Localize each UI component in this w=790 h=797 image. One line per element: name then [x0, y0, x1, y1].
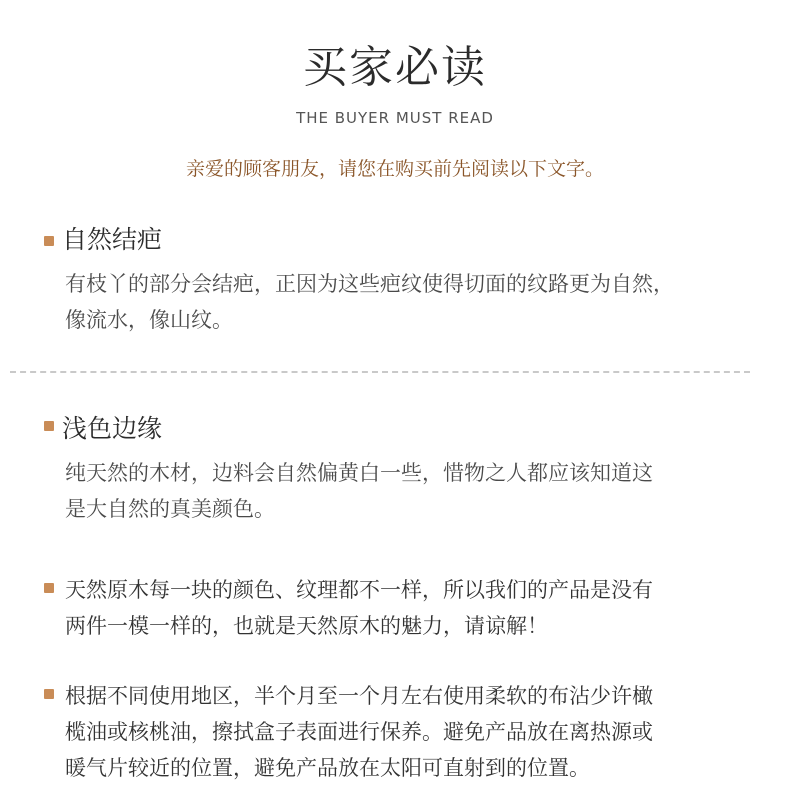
- note-line: 根据不同使用地区，半个月至一个月左右使用柔软的布沾少许橄: [65, 684, 653, 708]
- bullet-icon: [44, 583, 54, 593]
- note-maintenance: [44, 678, 764, 786]
- page-title: 买家必读: [303, 42, 487, 93]
- section-body-line: 像流水，像山纹。: [65, 308, 233, 332]
- section-heading: 浅色边缘: [62, 414, 163, 443]
- bullet-icon: [44, 689, 54, 699]
- note-unique-wood: [44, 572, 764, 644]
- section-body-line: 是大自然的真美颜色。: [65, 497, 275, 521]
- intro-text: 亲爱的顾客朋友，请您在购买前先阅读以下文字。: [185, 158, 604, 180]
- section-natural-scars: [44, 222, 764, 338]
- note-line: 榄油或核桃油，擦拭盒子表面进行保养。避免产品放在离热源或: [65, 720, 653, 744]
- page-subtitle: THE BUYER MUST READ: [296, 109, 494, 127]
- note-line: 两件一模一样的，也就是天然原木的魅力，请谅解！: [65, 614, 548, 638]
- section-body-line: 有枝丫的部分会结疤，正因为这些疤纹使得切面的纹路更为自然，: [65, 272, 674, 296]
- section-light-edges: [44, 411, 764, 527]
- bullet-icon: [44, 236, 54, 246]
- note-line: 暖气片较近的位置，避免产品放在太阳可直射到的位置。: [65, 756, 590, 780]
- bullet-icon: [44, 421, 54, 431]
- note-line: 天然原木每一块的颜色、纹理都不一样，所以我们的产品是没有: [65, 578, 653, 602]
- section-heading: 自然结疤: [62, 225, 163, 254]
- dashed-divider: [10, 371, 750, 373]
- section-body-line: 纯天然的木材，边料会自然偏黄白一些，惜物之人都应该知道这: [65, 461, 653, 485]
